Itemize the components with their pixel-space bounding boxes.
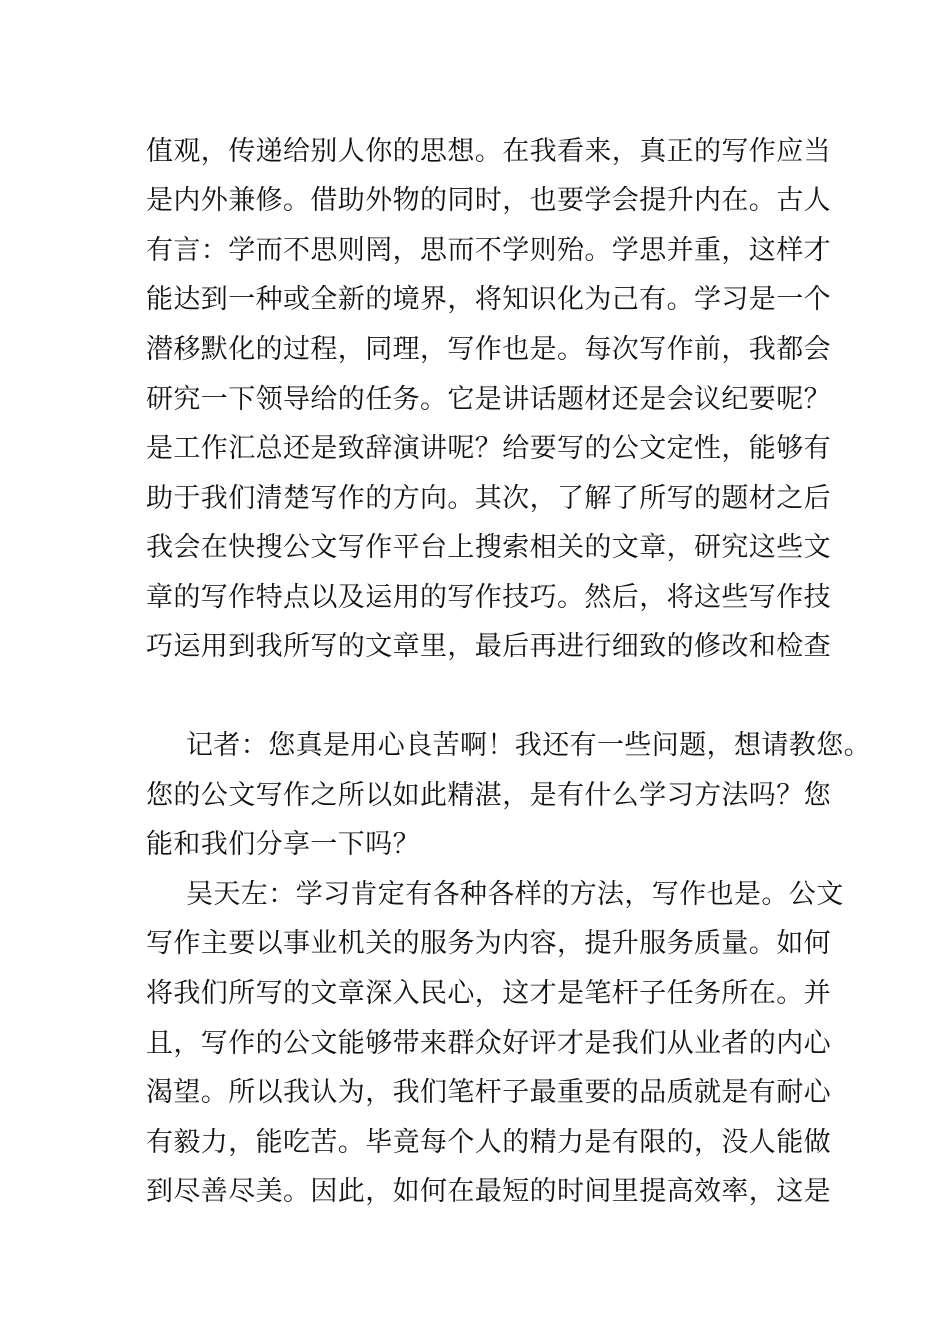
answer-line: 到尽善尽美。因此，如何在最短的时间里提高效率，这是 — [146, 1176, 831, 1207]
answer-line: 吴天左：学习肯定有各种各样的方法，写作也是。公文 — [186, 879, 844, 910]
text-line: 潜移默化的过程，同理，写作也是。每次写作前，我都会 — [146, 334, 831, 365]
reporter-question-line: 您的公文写作之所以如此精湛，是有什么学习方法吗？您 — [146, 780, 831, 811]
answer-line: 且，写作的公文能够带来群众好评才是我们从业者的内心 — [146, 1028, 831, 1059]
answer-line: 渴望。所以我认为，我们笔杆子最重要的品质就是有耐心 — [146, 1077, 831, 1108]
text-line: 有言：学而不思则罔，思而不学则殆。学思并重，这样才 — [146, 235, 831, 266]
text-line: 我会在快搜公文写作平台上搜索相关的文章，研究这些文 — [146, 532, 831, 563]
text-line: 章的写作特点以及运用的写作技巧。然后，将这些写作技 — [146, 582, 831, 613]
reporter-question-line: 记者：您真是用心良苦啊！我还有一些问题，想请教您。 — [186, 730, 871, 761]
reporter-question-line: 能和我们分享一下吗？ — [146, 829, 420, 860]
answer-line: 有毅力，能吃苦。毕竟每个人的精力是有限的，没人能做 — [146, 1127, 831, 1158]
text-line: 是工作汇总还是致辞演讲呢？给要写的公文定性，能够有 — [146, 433, 831, 464]
text-line: 巧运用到我所写的文章里，最后再进行细致的修改和检查 — [146, 631, 831, 662]
text-line: 是内外兼修。借助外物的同时，也要学会提升内在。古人 — [146, 185, 831, 216]
answer-line: 将我们所写的文章深入民心，这才是笔杆子任务所在。并 — [146, 978, 831, 1009]
text-line: 助于我们清楚写作的方向。其次，了解了所写的题材之后 — [146, 483, 831, 514]
text-line: 值观，传递给别人你的思想。在我看来，真正的写作应当 — [146, 136, 831, 167]
answer-line: 写作主要以事业机关的服务为内容，提升服务质量。如何 — [146, 928, 831, 959]
text-line: 能达到一种或全新的境界，将知识化为己有。学习是一个 — [146, 284, 831, 315]
text-line: 研究一下领导给的任务。它是讲话题材还是会议纪要呢？ — [146, 384, 831, 415]
